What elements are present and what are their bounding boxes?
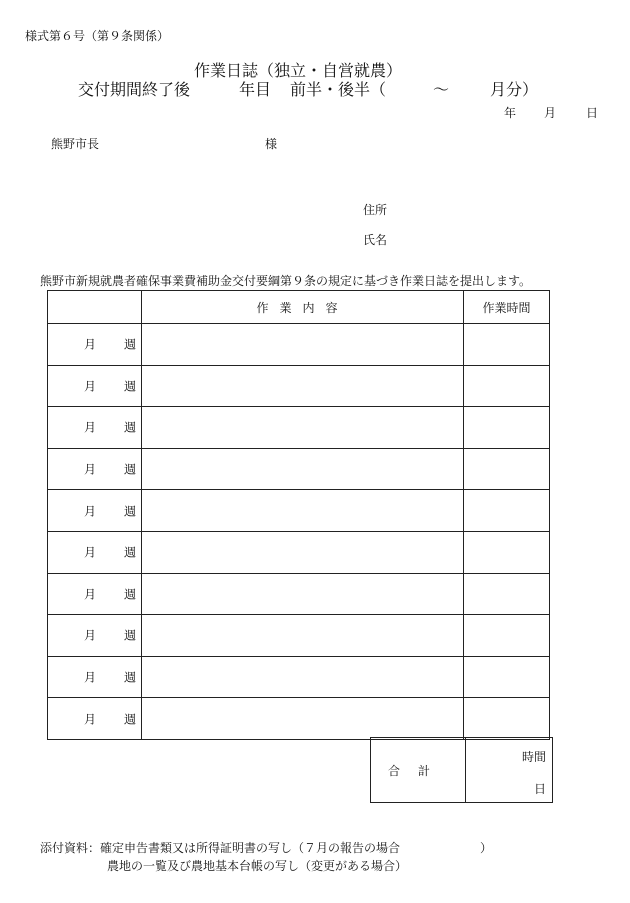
month-label: 月: [84, 504, 97, 519]
week-cell[interactable]: [48, 698, 142, 740]
week-cell[interactable]: [48, 615, 142, 657]
work-content-cell[interactable]: [142, 365, 464, 407]
work-time-cell[interactable]: [464, 490, 550, 532]
work-content-cell[interactable]: [142, 490, 464, 532]
week-cell[interactable]: [48, 365, 142, 407]
subtitle-year-label: 年目: [239, 80, 272, 99]
total-label: 合計: [371, 738, 466, 803]
week-label: 週: [124, 379, 137, 394]
attachment-line-2: [40, 857, 492, 875]
work-time-cell[interactable]: [464, 615, 550, 657]
attachment-item-1-close: ）: [480, 841, 493, 855]
month-label: 月: [84, 420, 97, 435]
table-row: [48, 365, 550, 407]
subtitle-period: 前半・後半（: [290, 80, 387, 99]
total-row: [371, 738, 553, 803]
table-row: [48, 615, 550, 657]
week-label: 週: [124, 337, 137, 352]
table-row: [48, 698, 550, 740]
recipient-honorific: 様: [265, 137, 278, 151]
table-row: [48, 573, 550, 615]
work-content-cell[interactable]: [142, 407, 464, 449]
address-label: 住所: [363, 203, 388, 217]
date-month: 月: [544, 106, 557, 120]
table-row: [48, 531, 550, 573]
month-label: 月: [84, 379, 97, 394]
month-label: 月: [84, 337, 97, 352]
week-label: 週: [124, 712, 137, 727]
work-time-cell[interactable]: [464, 448, 550, 490]
document-title: 作業日誌（独立・自営就農）: [194, 61, 403, 80]
header-blank: [48, 291, 142, 324]
total-hours-label: 時間: [521, 750, 546, 764]
subtitle-tilde: ～: [433, 80, 450, 99]
week-label: 週: [124, 670, 137, 685]
attachment-line-1: [40, 839, 492, 857]
week-cell[interactable]: [48, 531, 142, 573]
week-cell[interactable]: [48, 324, 142, 366]
week-label: 週: [124, 545, 137, 560]
work-content-cell[interactable]: [142, 615, 464, 657]
attachment-item-1: 確定申告書類又は所得証明書の写し（７月の報告の場合: [100, 841, 401, 855]
month-label: 月: [84, 587, 97, 602]
header-work-content: 作業内容: [142, 291, 464, 324]
month-label: 月: [84, 628, 97, 643]
table-row: [48, 448, 550, 490]
work-time-cell[interactable]: [464, 656, 550, 698]
month-label: 月: [84, 462, 97, 477]
week-cell[interactable]: [48, 573, 142, 615]
table-row: [48, 407, 550, 449]
week-cell[interactable]: [48, 407, 142, 449]
form-number: 様式第６号（第９条関係）: [25, 29, 170, 43]
submission-statement: 熊野市新規就農者確保事業費補助金交付要綱第９条の規定に基づき作業日誌を提出します。: [40, 274, 532, 288]
table-row: [48, 324, 550, 366]
name-label: 氏名: [363, 233, 388, 247]
week-cell[interactable]: [48, 656, 142, 698]
work-log-table: [47, 290, 550, 740]
total-days-label: 日: [533, 782, 546, 796]
month-label: 月: [84, 670, 97, 685]
header-work-time: 作業時間: [464, 291, 550, 324]
total-table: [370, 737, 553, 803]
week-label: 週: [124, 587, 137, 602]
work-content-cell[interactable]: [142, 698, 464, 740]
work-content-cell[interactable]: [142, 656, 464, 698]
week-label: 週: [124, 628, 137, 643]
subtitle-suffix: 月分）: [490, 80, 539, 99]
date-day: 日: [586, 106, 599, 120]
week-cell[interactable]: [48, 490, 142, 532]
work-time-cell[interactable]: [464, 407, 550, 449]
work-content-cell[interactable]: [142, 448, 464, 490]
work-time-cell[interactable]: [464, 365, 550, 407]
work-time-cell[interactable]: [464, 573, 550, 615]
work-time-cell[interactable]: [464, 531, 550, 573]
table-row: [48, 656, 550, 698]
recipient-mayor: 熊野市長: [51, 137, 100, 151]
total-value-cell[interactable]: [466, 738, 553, 803]
attachments-label: 添付資料：: [40, 841, 101, 855]
work-content-cell[interactable]: [142, 531, 464, 573]
month-label: 月: [84, 545, 97, 560]
subtitle-prefix: 交付期間終了後: [78, 80, 191, 99]
date-year: 年: [504, 106, 517, 120]
table-header-row: [48, 291, 550, 324]
month-label: 月: [84, 712, 97, 727]
attachment-item-2: 農地の一覧及び農地基本台帳の写し（変更がある場合）: [107, 859, 408, 873]
work-content-cell[interactable]: [142, 324, 464, 366]
week-label: 週: [124, 462, 137, 477]
work-content-cell[interactable]: [142, 573, 464, 615]
work-time-cell[interactable]: [464, 324, 550, 366]
work-time-cell[interactable]: [464, 698, 550, 740]
week-label: 週: [124, 420, 137, 435]
table-row: [48, 490, 550, 532]
week-label: 週: [124, 504, 137, 519]
week-cell[interactable]: [48, 448, 142, 490]
attachments: [40, 839, 492, 875]
